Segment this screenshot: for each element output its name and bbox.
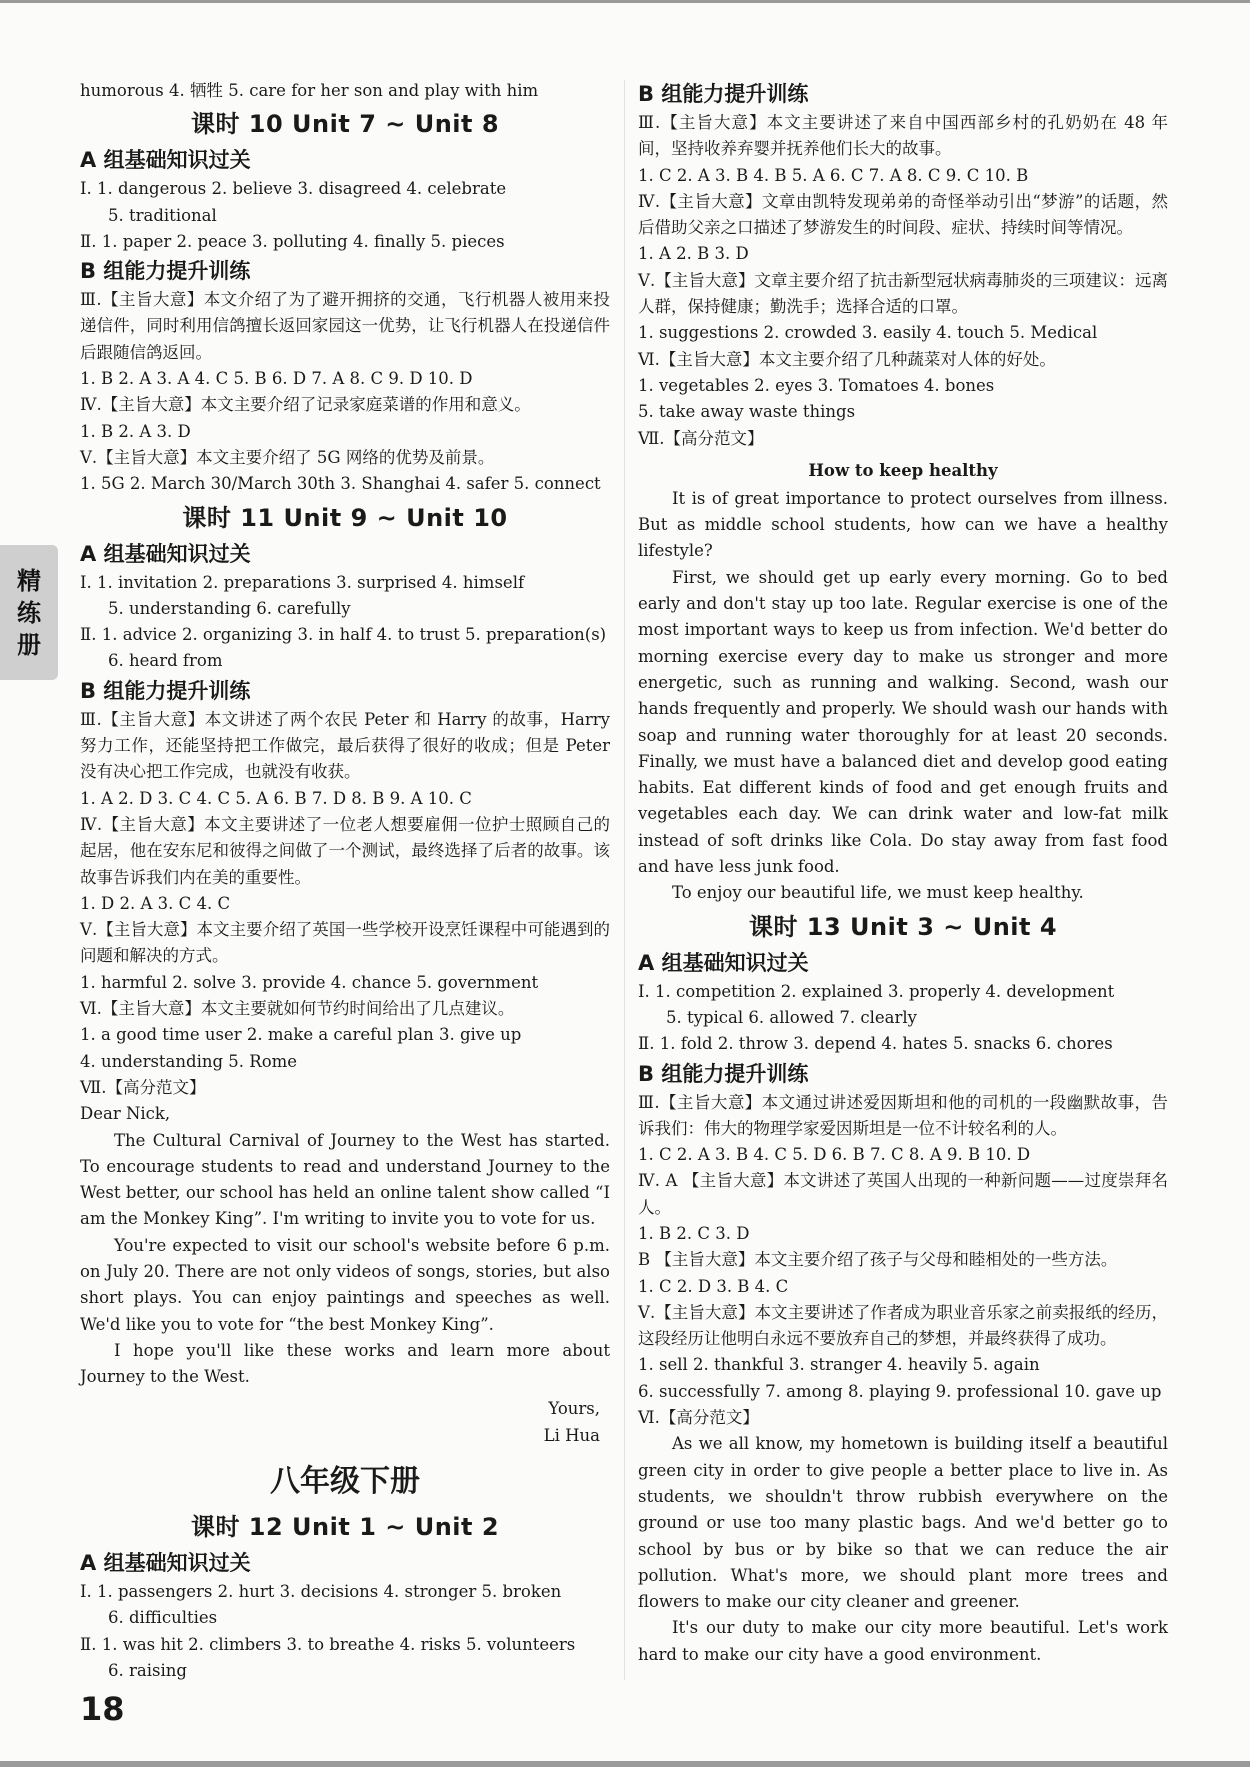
model-essay-label: Ⅶ.【高分范文】 [638, 428, 764, 448]
side-tab-char: 册 [17, 630, 41, 659]
left-column [80, 78, 610, 1684]
answer-line: 1. A 2. D 3. C 4. C 5. A 6. B 7. D 8. B 9. A 10. C [80, 788, 472, 808]
answer-line: 1. a good time user 2. make a careful plan 3. give up [80, 1025, 522, 1045]
answer-line: 1. B 2. A 3. D [80, 421, 191, 441]
summary-text: Ⅲ.【主旨大意】本文讲述了两个农民 Peter 和 Harry 的故事，Harry 努力工作，还能坚持把工作做完，最后获得了很好的收成；但是 Peter 没有决心把工作完成，也就没有收获。 [80, 709, 610, 782]
answer-line: 1. sell 2. thankful 3. stranger 4. heavily 5. again [638, 1355, 1040, 1375]
model-essay-label: Ⅵ.【高分范文】 [638, 1408, 759, 1428]
summary-text: Ⅴ.【主旨大意】文章主要介绍了抗击新型冠状病毒肺炎的三项建议：远离人群，保持健康；勤洗手；选择合适的口罩。 [638, 270, 1168, 317]
answer-line: 5. understanding 6. carefully [108, 598, 351, 618]
summary-text: Ⅴ.【主旨大意】本文主要介绍了英国一些学校开设烹饪课程中可能遇到的问题和解决的方式。 [80, 920, 610, 966]
page-number: 18 [80, 1690, 125, 1728]
letter-paragraph: You're expected to visit our school's website before 6 p.m. on July 20. There are not only videos of songs, stories, but also short plays. You can enjoy paintings and speeches as well. We'd like you to vote for “the best Monkey King”. [80, 1235, 610, 1334]
answer-line: Ⅱ. 1. was hit 2. climbers 3. to breathe 4. risks 5. volunteers [80, 1634, 576, 1654]
section-heading: B 组能力提升训练 [80, 678, 251, 703]
answer-line: 5. take away waste things [638, 402, 856, 422]
lesson-heading: 课时 13 Unit 3 ~ Unit 4 [748, 912, 1058, 941]
summary-text: B 【主旨大意】本文主要介绍了孩子与父母和睦相处的一些方法。 [638, 1250, 1118, 1270]
answer-line: 4. understanding 5. Rome [80, 1051, 298, 1071]
grade-heading: 八年级下册 [270, 1464, 420, 1500]
section-heading: B 组能力提升训练 [80, 259, 251, 284]
answer-line: 6. difficulties [108, 1608, 218, 1628]
side-tab-char: 练 [17, 598, 41, 627]
answer-line: 1. suggestions 2. crowded 3. easily 4. touch 5. Medical [638, 323, 1098, 343]
answer-line: humorous 4. 牺牲 5. care for her son and play with him [80, 81, 539, 100]
letter-greeting: Dear Nick, [80, 1104, 171, 1124]
answer-line: 5. traditional [108, 205, 217, 225]
answer-line: 1. C 2. A 3. B 4. C 5. D 6. B 7. C 8. A 9. B 10. D [638, 1145, 1031, 1165]
summary-text: Ⅳ.【主旨大意】本文主要介绍了记录家庭菜谱的作用和意义。 [80, 395, 531, 415]
column-divider [624, 80, 625, 1680]
answer-line: Ⅱ. 1. advice 2. organizing 3. in half 4. to trust 5. preparation(s) [80, 625, 607, 645]
letter-signature: Li Hua [543, 1425, 600, 1445]
essay-paragraph: As we all know, my hometown is building itself a beautiful green city in order to give people a better place to live in. As students, we shouldn't throw rubbish everywhere on the ground or use too many plastic bags. And we'd better go to school by bus or by bike so that we can reduce the air pollution. What's more, we should plant more trees and flowers to make our city cleaner and greener. [638, 1434, 1168, 1612]
answer-line: 6. successfully 7. among 8. playing 9. professional 10. gave up [638, 1381, 1162, 1401]
answer-line: Ⅰ. 1. competition 2. explained 3. properly 4. development [638, 981, 1115, 1001]
essay-paragraph: To enjoy our beautiful life, we must keep healthy. [672, 883, 1084, 903]
answer-line: 5. typical 6. allowed 7. clearly [666, 1007, 917, 1027]
letter-paragraph: I hope you'll like these works and learn more about Journey to the West. [80, 1340, 610, 1387]
answer-line: 6. raising [108, 1660, 187, 1680]
section-heading: A 组基础知识过关 [80, 148, 251, 173]
summary-text: Ⅳ. A 【主旨大意】本文讲述了英国人出现的一种新问题——过度崇拜名人。 [638, 1171, 1168, 1217]
summary-text: Ⅳ.【主旨大意】本文主要讲述了一位老人想要雇佣一位护士照顾自己的起居，他在安东尼和彼得之间做了一个测试，最终选择了后者的故事。该故事告诉我们内在美的重要性。 [80, 814, 610, 887]
answer-line: 1. C 2. A 3. B 4. B 5. A 6. C 7. A 8. C 9. C 10. B [638, 165, 1029, 185]
letter-closing: Yours, [548, 1399, 600, 1419]
model-essay-label: Ⅶ.【高分范文】 [80, 1077, 206, 1097]
letter-paragraph: The Cultural Carnival of Journey to the West has started. To encourage students to read and understand Journey to the West better, our school has held an online talent show called “I am the Monkey King”. I'm writing to invite you to vote for us. [80, 1130, 610, 1229]
lesson-heading: 课时 12 Unit 1 ~ Unit 2 [190, 1513, 500, 1542]
side-tab-char: 精 [17, 566, 41, 595]
summary-text: Ⅵ.【主旨大意】本文主要就如何节约时间给出了几点建议。 [80, 999, 515, 1019]
summary-text: Ⅴ.【主旨大意】本文主要介绍了 5G 网络的优势及前景。 [80, 447, 495, 467]
summary-text: Ⅵ.【主旨大意】本文主要介绍了几种蔬菜对人体的好处。 [638, 349, 1056, 369]
top-border [0, 0, 1250, 3]
essay-paragraph: First, we should get up early every morning. Go to bed early and don't stay up too late. Regular exercise is one of the most important ways to keep us from infection. We'd better do morning exercise every day to make us stronger and more energetic, such as running and walking. Second, wash our hands frequently and properly. We should wash our hands with soap and running water thoroughly for at least 20 seconds. Finally, we must have a balanced diet and develop good eating habits. Eat different kinds of food and get enough fruits and vegetables each day. We can drink water and low-fat milk instead of soft drinks like Cola. Do stay away from fast food and have less junk food. [638, 567, 1168, 877]
answer-line: Ⅰ. 1. invitation 2. preparations 3. surprised 4. himself [80, 572, 525, 592]
summary-text: Ⅳ.【主旨大意】文章由凯特发现弟弟的奇怪举动引出“梦游”的话题，然后借助父亲之口描述了梦游发生的时间段、症状、持续时间等情况。 [638, 191, 1168, 238]
answer-line: 1. B 2. A 3. A 4. C 5. B 6. D 7. A 8. C 9. D 10. D [80, 369, 473, 389]
answer-line: 1. vegetables 2. eyes 3. Tomatoes 4. bones [638, 375, 995, 395]
section-heading: A 组基础知识过关 [80, 1551, 251, 1576]
summary-text: Ⅲ.【主旨大意】本文主要讲述了来自中国西部乡村的孔奶奶在 48 年间，坚持收养弃婴并抚养他们长大的故事。 [638, 113, 1168, 159]
side-tab [0, 545, 58, 680]
summary-text: Ⅲ.【主旨大意】本文介绍了为了避开拥挤的交通，飞行机器人被用来投递信件，同时利用信鸽擅长返回家园这一优势，让飞行机器人在投递信件后跟随信鸽返回。 [80, 290, 610, 362]
bottom-border [0, 1761, 1250, 1767]
essay-paragraph: It is of great importance to protect ourselves from illness. But as middle school students, how can we have a healthy lifestyle? [638, 488, 1168, 561]
lesson-heading: 课时 10 Unit 7 ~ Unit 8 [190, 110, 500, 139]
essay-title: How to keep healthy [808, 460, 998, 480]
lesson-heading: 课时 11 Unit 9 ~ Unit 10 [182, 503, 508, 532]
answer-line: 1. harmful 2. solve 3. provide 4. chance 5. government [80, 972, 539, 992]
answer-line: 1. A 2. B 3. D [638, 244, 749, 264]
essay-paragraph: It's our duty to make our city more beautiful. Let's work hard to make our city have a good environment. [638, 1618, 1168, 1664]
summary-text: Ⅲ.【主旨大意】本文通过讲述爱因斯坦和他的司机的一段幽默故事，告诉我们：伟大的物理学家爱因斯坦是一位不计较名利的人。 [638, 1092, 1168, 1138]
answer-line: 6. heard from [108, 651, 223, 671]
section-heading: A 组基础知识过关 [80, 541, 251, 566]
summary-text: Ⅴ.【主旨大意】本文主要讲述了作者成为职业音乐家之前卖报纸的经历，这段经历让他明白永远不要放弃自己的梦想，并最终获得了成功。 [638, 1302, 1168, 1349]
section-heading: B 组能力提升训练 [638, 82, 809, 106]
right-column [638, 78, 1168, 1668]
section-heading: B 组能力提升训练 [638, 1061, 809, 1086]
answer-line: Ⅱ. 1. paper 2. peace 3. polluting 4. finally 5. pieces [80, 231, 505, 251]
answer-line: 1. 5G 2. March 30/March 30th 3. Shanghai 4. safer 5. connect [80, 474, 601, 494]
answer-line: Ⅱ. 1. fold 2. throw 3. depend 4. hates 5. snacks 6. chores [638, 1034, 1113, 1054]
answer-line: 1. D 2. A 3. C 4. C [80, 893, 231, 913]
section-heading: A 组基础知识过关 [638, 950, 809, 975]
answer-line: 1. C 2. D 3. B 4. C [638, 1276, 789, 1296]
answer-line: Ⅰ. 1. passengers 2. hurt 3. decisions 4. stronger 5. broken [80, 1582, 562, 1602]
answer-line: Ⅰ. 1. dangerous 2. believe 3. disagreed 4. celebrate [80, 179, 507, 199]
answer-line: 1. B 2. C 3. D [638, 1223, 750, 1243]
